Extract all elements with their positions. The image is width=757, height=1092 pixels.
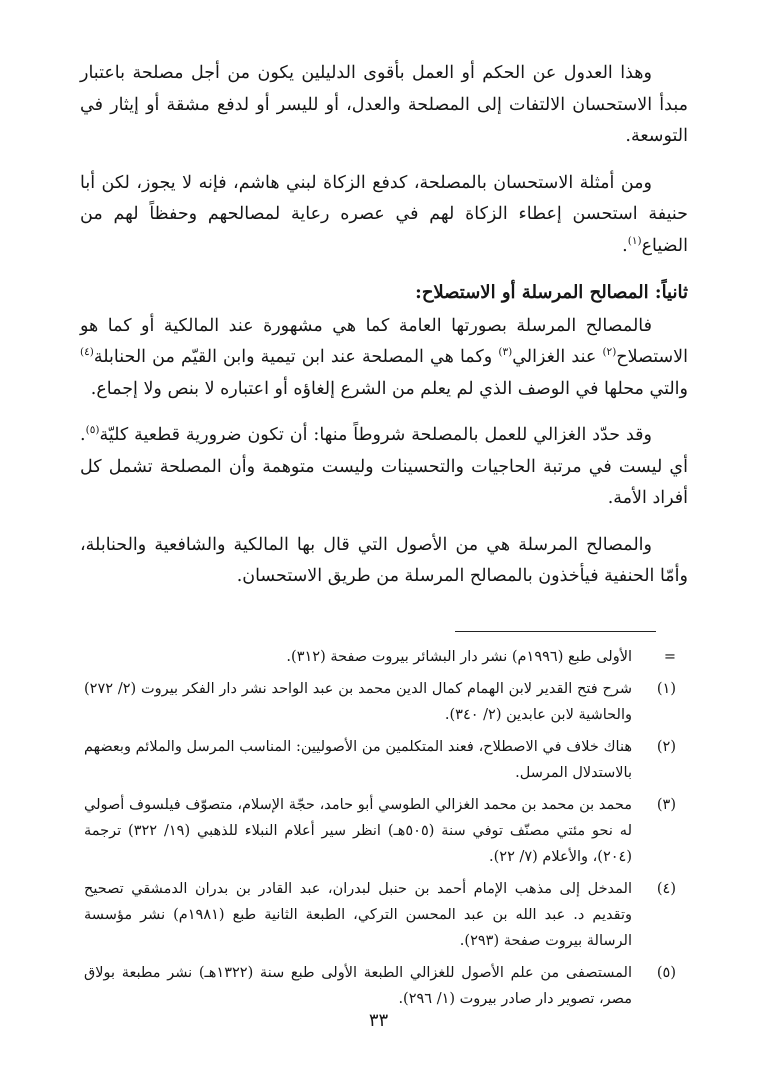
paragraph-text: فالمصالح المرسلة بصورتها العامة كما هي مشهورة عند المالكية أو كما هو الاستصلاح [80,315,688,367]
footnote-text: المدخل إلى مذهب الإمام أحمد بن حنبل لبدران، عبد القادر بن بدران الدمشقي تصحيح وتقديم د. عبد الله بن عبد المحسن التركي، الطبعة الثانية طبع (١٩٨١م) نشر مؤسسة الرسالة بيروت صفحة (٢٩٣). [84,881,632,949]
footnote-continued [84,644,676,670]
paragraph-text: وهذا العدول عن الحكم أو العمل بأقوى الدليلين يكون من أجل مصلحة باعتبار مبدأ الاستحسان الالتفات إلى المصلحة والعدل، أو لليسر أو لدفع مشقة أو إيثار في التوسعة. [80,63,688,146]
paragraph-text: . أي ليست في مرتبة الحاجيات والتحسينات وليست متوهمة وأن المصلحة تشمل كل أفراد الأمة. [80,425,688,508]
section-heading: ثانياً: المصالح المرسلة أو الاستصلاح: [415,282,688,303]
footnote-text: الأولى طبع (١٩٩٦م) نشر دار البشائر بيروت صفحة (٣١٢). [286,649,632,665]
footnote-marker-1[interactable]: (١) [627,234,642,247]
footnote-number: (٣) [656,797,676,813]
paragraph-madhahib [80,530,688,593]
paragraph-ghazali-conditions [80,420,688,515]
paragraph-text: عند الغزالي [512,347,603,367]
footnote-marker-4[interactable]: (٤) [80,346,94,358]
footnote-marker-5[interactable]: (٥) [85,424,100,436]
footnote-marker-2[interactable]: (٢) [602,346,617,358]
paragraph-text: وقد حدّد الغزالي للعمل بالمصلحة شروطاً منها: أن تكون ضرورية قطعية كليّة [99,425,652,445]
footnote-number: (٢) [656,739,676,755]
paragraph-text: وكما هي المصلحة عند ابن تيمية وابن القيّم من الحنابلة [93,347,499,367]
paragraph-text: والتي محلها في الوصف الذي لم يعلم من الشرع إلغاؤه أو اعتباره لا بنص ولا إجماع. [90,378,688,399]
main-text [80,58,688,608]
page-number: ٣٣ [368,1010,389,1031]
footnote-3 [84,792,676,870]
paragraph-masalih-mursala [80,311,688,406]
footnote-text: شرح فتح القدير لابن الهمام كمال الدين محمد بن عبد الواحد نشر دار الفكر بيروت (٢/ ٢٧٢) والحاشية لابن عابدين (٢/ ٣٤٠). [84,681,632,723]
footnote-number: (١) [656,681,676,697]
footnotes [84,644,676,1018]
footnote-marker-3[interactable]: (٣) [498,346,513,358]
footnote-text: المستصفى من علم الأصول للغزالي الطبعة الأولى طبع سنة (١٣٢٢هـ) نشر مطبعة بولاق مصر، تصوير دار صادر بيروت (١/ ٢٩٦). [84,965,632,1007]
footnote-text: هناك خلاف في الاصطلاح، فعند المتكلمين من الأصوليين: المناسب المرسل والملائم وبعضهم بالاستدلال المرسل. [84,739,632,781]
paragraph-zakat-example [80,168,688,263]
footnote-text: محمد بن محمد بن محمد الغزالي الطوسي أبو حامد، حجّة الإسلام، متصوّف فيلسوف أصولي له نحو مئتي مصنّف توفي سنة (٥٠٥هـ) انظر سير أعلام النبلاء للذهبي (١٩/ ٣٢٢) ترجمة (٢٠٤)، والأعلام (٧/ ٢٢). [84,797,632,865]
footnote-5 [84,960,676,1012]
paragraph-text: ومن أمثلة الاستحسان بالمصلحة، كدفع الزكاة لبني هاشم، فإنه لا يجوز، لكن أبا حنيفة استحسن إعطاء الزكاة لهم في عصره رعاية لمصالحهم وحفظاً لهم من الضياع [80,172,688,256]
footnote-number: (٥) [656,965,676,981]
paragraph-istihsan-definition [80,58,688,153]
footnote-4 [84,876,676,954]
paragraph-text: والمصالح المرسلة هي من الأصول التي قال بها المالكية والشافعية والحنابلة، وأمّا الحنفية فيأخذون بالمصالح المرسلة من طريق الاستحسان. [80,534,688,586]
footnote-separator [455,631,656,632]
footnote-2 [84,734,676,786]
footnote-number: (٤) [656,881,676,897]
footnote-number: = [663,649,676,665]
paragraph-text-tail: . [622,235,628,256]
footnote-1 [84,676,676,728]
